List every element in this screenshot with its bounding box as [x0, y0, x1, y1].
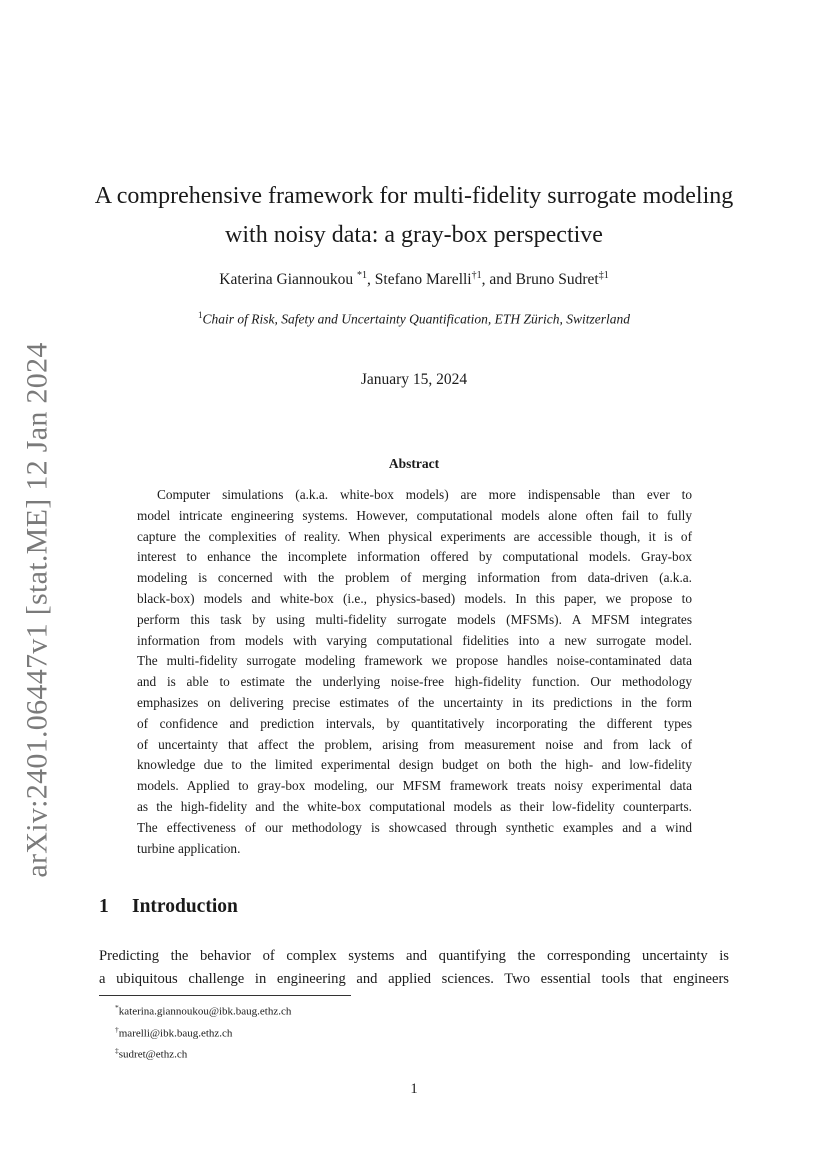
author-separator: , and — [481, 271, 516, 289]
author-mark: *1 — [357, 270, 368, 281]
author-name: Bruno Sudret — [515, 271, 599, 289]
title-line-2: with noisy data: a gray-box perspective — [225, 222, 603, 248]
abstract-line: The multi-fidelity surrogate modeling framework we propose handles noise-contaminated data — [137, 653, 692, 669]
arxiv-stamp — [16, 342, 60, 878]
abstract-line: black-box) models and white-box (i.e., physics-based) models. In this paper, we propose to — [137, 590, 692, 606]
title-line-1: A comprehensive framework for multi-fidelity surrogate modeling — [94, 183, 734, 209]
abstract-line: turbine application. — [137, 840, 241, 856]
author-name: Stefano Marelli — [374, 271, 472, 289]
abstract-line: perform this task by using multi-fidelity surrogate models (MFSMs). A MFSM integrates — [137, 611, 692, 627]
abstract-line: of uncertainty that affect the problem, arising from measurement noise and from lack of — [137, 736, 692, 752]
arxiv-stamp-text: arXiv:2401.06447v1 [stat.ME] 12 Jan 2024 — [21, 342, 54, 878]
author-separator: , — [367, 271, 375, 289]
abstract-line: capture the complexities of reality. When physical experiments are accessible though, it is of — [137, 528, 692, 544]
footnote — [115, 1042, 291, 1064]
footnote-email: katerina.giannoukou@ibk.baug.ethz.ch — [118, 1005, 292, 1018]
affiliation — [80, 310, 748, 328]
footnote-email: marelli@ibk.baug.ethz.ch — [118, 1027, 233, 1040]
section-heading — [99, 896, 238, 918]
intro-line: Predicting the behavior of complex systems and quantifying the corresponding uncertainty is — [99, 948, 729, 964]
section-title: Introduction — [132, 896, 238, 917]
footnote-email: sudret@ethz.ch — [118, 1048, 188, 1061]
abstract-line: information from models with varying computational fidelities into a new surrogate model. — [137, 632, 692, 648]
abstract-line: as the high-fidelity and the white-box computational models as their low-fidelity counterparts. — [137, 798, 692, 814]
section-number: 1 — [99, 896, 109, 917]
abstract-line: models. Applied to gray-box modeling, our MFSM framework treats noisy experimental data — [137, 778, 692, 794]
abstract-line: interest to enhance the incomplete information offered by computational models. Gray-box — [137, 549, 692, 565]
abstract-line: emphasizes on delivering precise estimates of the uncertainty in its predictions in the form — [137, 694, 692, 710]
affiliation-text: Chair of Risk, Safety and Uncertainty Quantification, ETH Zürich, Switzerland — [202, 311, 630, 327]
footnote-mark: † — [115, 1024, 119, 1034]
abstract-body — [137, 485, 692, 859]
footnote — [115, 1021, 291, 1043]
abstract-line: Computer simulations (a.k.a. white-box models) are more indispensable than ever to — [157, 487, 692, 502]
abstract-line: knowledge due to the limited experimental design budget on both the high- and low-fidelity — [137, 757, 692, 773]
paper-date: January 15, 2024 — [360, 371, 468, 388]
intro-paragraph — [99, 945, 729, 990]
paper-title — [80, 177, 748, 255]
footnote — [115, 999, 291, 1021]
affiliation-mark: 1 — [198, 310, 203, 320]
page-number: 1 — [410, 1081, 418, 1097]
abstract-line: model intricate engineering systems. However, computational models alone often fail to fully — [137, 507, 692, 523]
author-list — [80, 270, 748, 289]
intro-line: a ubiquitous challenge in engineering and applied sciences. Two essential tools that engineers — [99, 970, 729, 987]
abstract-line: The effectiveness of our methodology is showcased through synthetic examples and a wind — [137, 819, 692, 835]
author-mark: ‡1 — [598, 270, 609, 281]
abstract-heading: Abstract — [388, 456, 440, 471]
footnote-mark: ‡ — [115, 1046, 119, 1056]
footnote-mark: * — [115, 1003, 119, 1012]
author-name: Katerina Giannoukou — [219, 271, 358, 289]
abstract-line: of confidence and prediction intervals, by quantitatively incorporating the different types — [137, 715, 692, 731]
footnotes — [115, 999, 291, 1064]
abstract-line: and is able to estimate the underlying noise-free high-fidelity function. Our methodology — [137, 674, 692, 690]
author-mark: †1 — [471, 270, 482, 281]
footnote-rule — [99, 995, 351, 996]
abstract-line: modeling is concerned with the problem of merging information from data-driven (a.k.a. — [137, 570, 692, 586]
